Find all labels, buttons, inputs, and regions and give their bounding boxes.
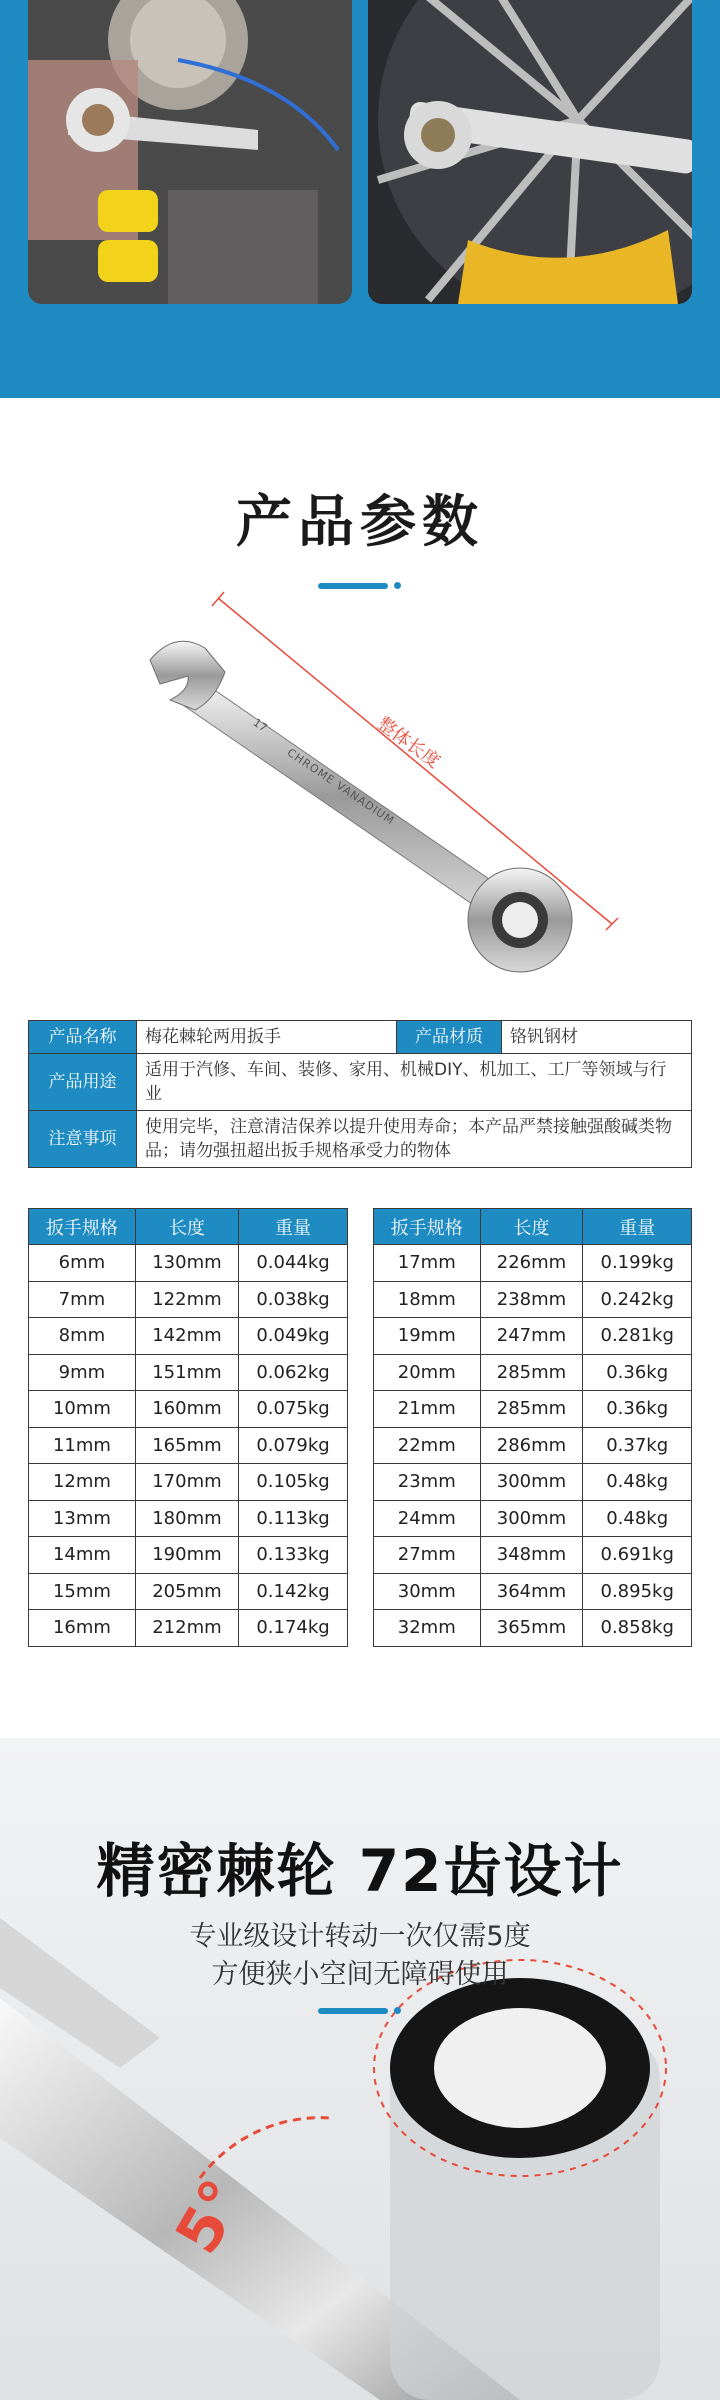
spec-row [374,1500,692,1537]
spec-size: 10mm [29,1391,136,1428]
spec-weight: 0.142kg [239,1573,348,1610]
spec-length: 300mm [480,1464,583,1501]
spec-size: 17mm [374,1245,481,1282]
spec-size: 19mm [374,1318,481,1355]
spec-size: 23mm [374,1464,481,1501]
spec-length: 300mm [480,1500,583,1537]
spec-size: 11mm [29,1427,136,1464]
spec-size: 9mm [29,1354,136,1391]
spec-weight: 0.36kg [583,1391,692,1428]
info-label: 注意事项 [29,1111,137,1168]
spec-row [374,1245,692,1282]
wrench-size-mark: 17 [250,716,270,735]
spec-length: 226mm [480,1245,583,1282]
params-title: 产品参数 [236,490,484,555]
spec-weight: 0.48kg [583,1500,692,1537]
info-row-usage [29,1054,692,1111]
spec-weight: 0.049kg [239,1318,348,1355]
spec-weight: 0.133kg [239,1537,348,1574]
spec-length: 365mm [480,1610,583,1647]
wrench-illustration [0,0,720,1000]
spec-weight: 0.113kg [239,1500,348,1537]
spec-row [374,1573,692,1610]
spec-length: 151mm [135,1354,238,1391]
spec-size: 8mm [29,1318,136,1355]
product-info-table [28,1020,692,1168]
spec-length: 180mm [135,1500,238,1537]
spec-weight: 0.062kg [239,1354,348,1391]
spec-row [374,1464,692,1501]
angle-label: 5° [162,2168,259,2266]
spec-row [29,1500,348,1537]
spec-weight: 0.48kg [583,1464,692,1501]
spec-weight: 0.242kg [583,1281,692,1318]
spec-size: 13mm [29,1500,136,1537]
spec-row [29,1573,348,1610]
spec-length: 190mm [135,1537,238,1574]
spec-weight: 0.36kg [583,1354,692,1391]
spec-length: 122mm [135,1281,238,1318]
spec-header: 重量 [239,1209,348,1245]
info-label: 产品名称 [29,1021,137,1054]
spec-size: 16mm [29,1610,136,1647]
spec-size: 14mm [29,1537,136,1574]
spec-header: 重量 [583,1209,692,1245]
spec-row [374,1281,692,1318]
spec-weight: 0.895kg [583,1573,692,1610]
spec-row [29,1537,348,1574]
spec-size: 27mm [374,1537,481,1574]
info-label: 产品材质 [397,1021,502,1054]
info-value: 适用于汽修、车间、装修、家用、机械DIY、机加工、工厂等领域与行业 [137,1054,692,1111]
spec-size: 20mm [374,1354,481,1391]
spec-weight: 0.075kg [239,1391,348,1428]
spec-header: 扳手规格 [374,1209,481,1245]
spec-row [374,1318,692,1355]
spec-row [29,1464,348,1501]
ratchet-title: 精密棘轮 72齿设计 [96,1837,624,1905]
spec-weight: 0.691kg [583,1537,692,1574]
spec-length: 238mm [480,1281,583,1318]
ratchet-title-underline [318,2008,388,2014]
spec-length: 364mm [480,1573,583,1610]
spec-length: 170mm [135,1464,238,1501]
ratchet-subtitle-2: 方便狭小空间无障碍使用 [211,1959,509,1990]
spec-header-row [374,1209,692,1245]
info-value: 铬钒钢材 [502,1021,692,1054]
spec-header-row [29,1209,348,1245]
spec-length: 286mm [480,1427,583,1464]
spec-size: 15mm [29,1573,136,1610]
spec-length: 160mm [135,1391,238,1428]
spec-row [29,1427,348,1464]
spec-weight: 0.199kg [583,1245,692,1282]
spec-row [374,1537,692,1574]
spec-length: 348mm [480,1537,583,1574]
spec-length: 285mm [480,1354,583,1391]
spec-length: 142mm [135,1318,238,1355]
spec-row [29,1354,348,1391]
spec-row [29,1281,348,1318]
spec-row [374,1391,692,1428]
spec-header: 扳手规格 [29,1209,136,1245]
spec-row [29,1318,348,1355]
dimension-label: 整体长度 [373,713,444,773]
spec-length: 285mm [480,1391,583,1428]
spec-size: 32mm [374,1610,481,1647]
spec-weight: 0.858kg [583,1610,692,1647]
spec-weight: 0.174kg [239,1610,348,1647]
spec-header: 长度 [135,1209,238,1245]
spec-row [29,1610,348,1647]
spec-weight: 0.105kg [239,1464,348,1501]
wrench-brand-mark: CHROME VANADIUM [284,746,397,828]
spec-size: 24mm [374,1500,481,1537]
spec-size: 21mm [374,1391,481,1428]
spec-length: 165mm [135,1427,238,1464]
spec-size: 12mm [29,1464,136,1501]
info-value: 使用完毕，注意清洁保养以提升使用寿命；本产品严禁接触强酸碱类物品；请勿强扭超出扳手规格承受力的物体 [137,1111,692,1168]
spec-length: 205mm [135,1573,238,1610]
spec-weight: 0.044kg [239,1245,348,1282]
spec-row [374,1610,692,1647]
ratchet-title-underline-dot [394,2007,401,2014]
spec-row [29,1391,348,1428]
spec-size: 18mm [374,1281,481,1318]
info-row-notice [29,1111,692,1168]
spec-weight: 0.281kg [583,1318,692,1355]
spec-row [29,1245,348,1282]
info-row-name [29,1021,692,1054]
spec-weight: 0.37kg [583,1427,692,1464]
info-label: 产品用途 [29,1054,137,1111]
spec-table-left [28,1208,348,1647]
ratchet-subtitle-1: 专业级设计转动一次仅需5度 [189,1921,531,1952]
spec-weight: 0.079kg [239,1427,348,1464]
spec-header: 长度 [480,1209,583,1245]
spec-size: 7mm [29,1281,136,1318]
spec-table-right [373,1208,692,1647]
info-value: 梅花棘轮两用扳手 [137,1021,397,1054]
spec-size: 22mm [374,1427,481,1464]
spec-row [374,1427,692,1464]
spec-length: 212mm [135,1610,238,1647]
spec-length: 247mm [480,1318,583,1355]
spec-size: 30mm [374,1573,481,1610]
spec-weight: 0.038kg [239,1281,348,1318]
spec-size: 6mm [29,1245,136,1282]
spec-row [374,1354,692,1391]
spec-length: 130mm [135,1245,238,1282]
